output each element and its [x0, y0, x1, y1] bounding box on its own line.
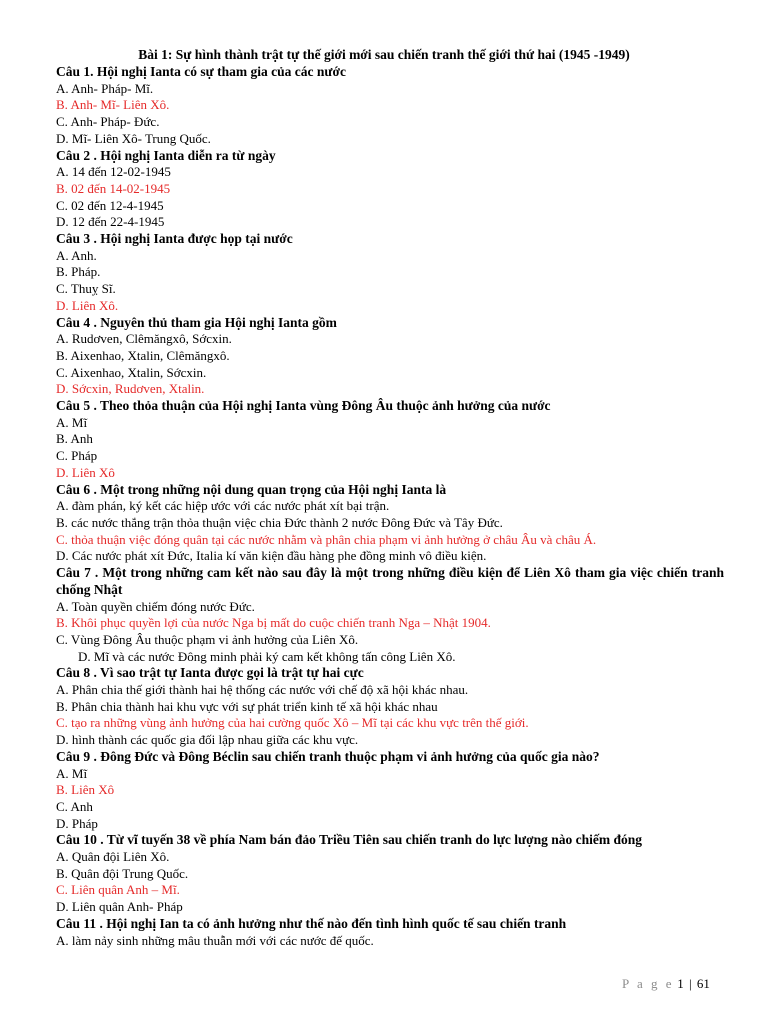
- answer-option-correct: B. Khôi phục quyền lợi của nước Nga bị mất do cuộc chiến tranh Nga – Nhật 1904.: [56, 615, 491, 631]
- question-text: Câu 8 . Vì sao trật tự Ianta được gọi là trật tự hai cực: [56, 665, 364, 681]
- answer-option: A. làm nảy sinh những mâu thuẫn mới với các nước đế quốc.: [56, 932, 374, 948]
- answer-option: C. 02 đến 12-4-1945: [56, 197, 164, 213]
- answer-option-correct: D. Liên Xô: [56, 464, 115, 480]
- answer-option-correct: D. Sớcxin, Rudơven, Xtalin.: [56, 381, 205, 397]
- answer-option: B. Pháp.: [56, 264, 101, 280]
- page-separator: |: [689, 976, 692, 991]
- question-text: Câu 6 . Một trong những nội dung quan trọng của Hội nghị Ianta là: [56, 481, 447, 497]
- answer-option: D. hình thành các quốc gia đối lập nhau giữa các khu vực.: [56, 732, 359, 748]
- answer-option: A. Rudơven, Clêmăngxô, Sớcxin.: [56, 331, 232, 347]
- answer-option: A. Anh- Pháp- Mĩ.: [56, 80, 154, 96]
- answer-option: B. Anh: [56, 431, 93, 447]
- answer-option: C. Vùng Đông Âu thuộc phạm vi ảnh hưởng của Liên Xô.: [56, 631, 359, 647]
- answer-option: D. Mĩ và các nước Đông minh phải ký cam kết không tấn công Liên Xô.: [78, 648, 456, 664]
- answer-option: C. Aixenhao, Xtalin, Sớcxin.: [56, 364, 207, 380]
- question-text: Câu 1. Hội nghị Ianta có sự tham gia của các nước: [56, 64, 346, 79]
- page-total: 61: [696, 976, 710, 991]
- answer-option: D. 12 đến 22-4-1945: [56, 214, 165, 230]
- answer-option-correct: B. 02 đến 14-02-1945: [56, 180, 171, 196]
- question-text: Câu 2 . Hội nghị Ianta diễn ra từ ngày: [56, 147, 276, 163]
- question-text: Câu 9 . Đông Đức và Đông Béclin sau chiến tranh thuộc phạm vi ảnh hưởng của quốc gia nào?: [56, 748, 600, 764]
- answer-option: A. Phân chia thế giới thành hai hệ thống các nước với chế độ xã hội khác nhau.: [56, 682, 469, 698]
- answer-option: C. Thuỵ Sĩ.: [56, 281, 116, 297]
- page-number: 1: [677, 976, 684, 991]
- answer-option: A. Mĩ: [56, 765, 88, 781]
- answer-option: B. Quân đội Trung Quốc.: [56, 865, 189, 881]
- answer-option: A. Mĩ: [56, 414, 88, 430]
- answer-option-correct: C. Liên quân Anh – Mĩ.: [56, 882, 180, 898]
- answer-option: B. Aixenhao, Xtalin, Clêmăngxô.: [56, 347, 230, 363]
- answer-option: C. Anh: [56, 798, 93, 814]
- answer-option: C. Anh- Pháp- Đức.: [56, 114, 160, 130]
- page-label: P a g e: [622, 976, 675, 991]
- answer-option: A. Toàn quyền chiếm đóng nước Đức.: [56, 598, 255, 614]
- answer-option: B. các nước thắng trận thỏa thuận việc chia Đức thành 2 nước Đông Đức và Tây Đức.: [56, 514, 503, 530]
- document-title: Bài 1: Sự hình thành trật tự thế giới mới sau chiến tranh thế giới thứ hai (1945 -1949): [138, 47, 630, 62]
- answer-option: B. Phân chia thành hai khu vực với sự phát triển kinh tế xã hội khác nhau: [56, 698, 438, 714]
- question-list: [56, 64, 724, 949]
- page-footer: [622, 976, 710, 992]
- answer-option-correct: B. Liên Xô: [56, 782, 115, 798]
- question-text: Câu 5 . Theo thỏa thuận của Hội nghị Ianta vùng Đông Âu thuộc ảnh hưởng của nước: [56, 398, 551, 414]
- answer-option: A. đàm phán, ký kết các hiệp ước với các nước phát xít bại trận.: [56, 498, 390, 514]
- question-text: Câu 7 . Một trong những cam kết nào sau đây là một trong những điều kiện để Liên Xô tham gia việc chiến tranh chống Nhật: [56, 565, 724, 597]
- question-text: Câu 4 . Nguyên thủ tham gia Hội nghị Ianta gồm: [56, 314, 337, 330]
- answer-option-correct: B. Anh- Mĩ- Liên Xô.: [56, 97, 170, 113]
- answer-option-correct: C. tạo ra những vùng ảnh hưởng của hai cường quốc Xô – Mĩ tại các khu vực trên thế giới.: [56, 715, 529, 731]
- answer-option: C. Pháp: [56, 448, 98, 464]
- question-text: Câu 11 . Hội nghị Ian ta có ảnh hưởng như thế nào đến tình hình quốc tế sau chiến tranh: [56, 915, 567, 931]
- answer-option: A. 14 đến 12-02-1945: [56, 164, 171, 180]
- question-text: Câu 10 . Từ vĩ tuyến 38 về phía Nam bán đảo Triều Tiên sau chiến tranh do lực lượng nào chiếm đóng: [56, 832, 643, 848]
- answer-option: A. Anh.: [56, 247, 97, 263]
- answer-option: D. Mĩ- Liên Xô- Trung Quốc.: [56, 130, 211, 146]
- question-text: Câu 3 . Hội nghị Ianta được họp tại nước: [56, 231, 293, 247]
- answer-option-correct: C. thỏa thuận việc đóng quân tại các nước nhằm và phân chia phạm vi ảnh hưởng ở châu Âu và châu Á.: [56, 531, 597, 547]
- answer-option: A. Quân đội Liên Xô.: [56, 849, 170, 865]
- answer-option-correct: D. Liên Xô.: [56, 297, 119, 313]
- answer-option: D. Liên quân Anh- Pháp: [56, 899, 183, 915]
- answer-option: D. Pháp: [56, 815, 98, 831]
- answer-option: D. Các nước phát xít Đức, Italia kí văn kiện đầu hàng phe đồng minh vô điều kiện.: [56, 548, 487, 564]
